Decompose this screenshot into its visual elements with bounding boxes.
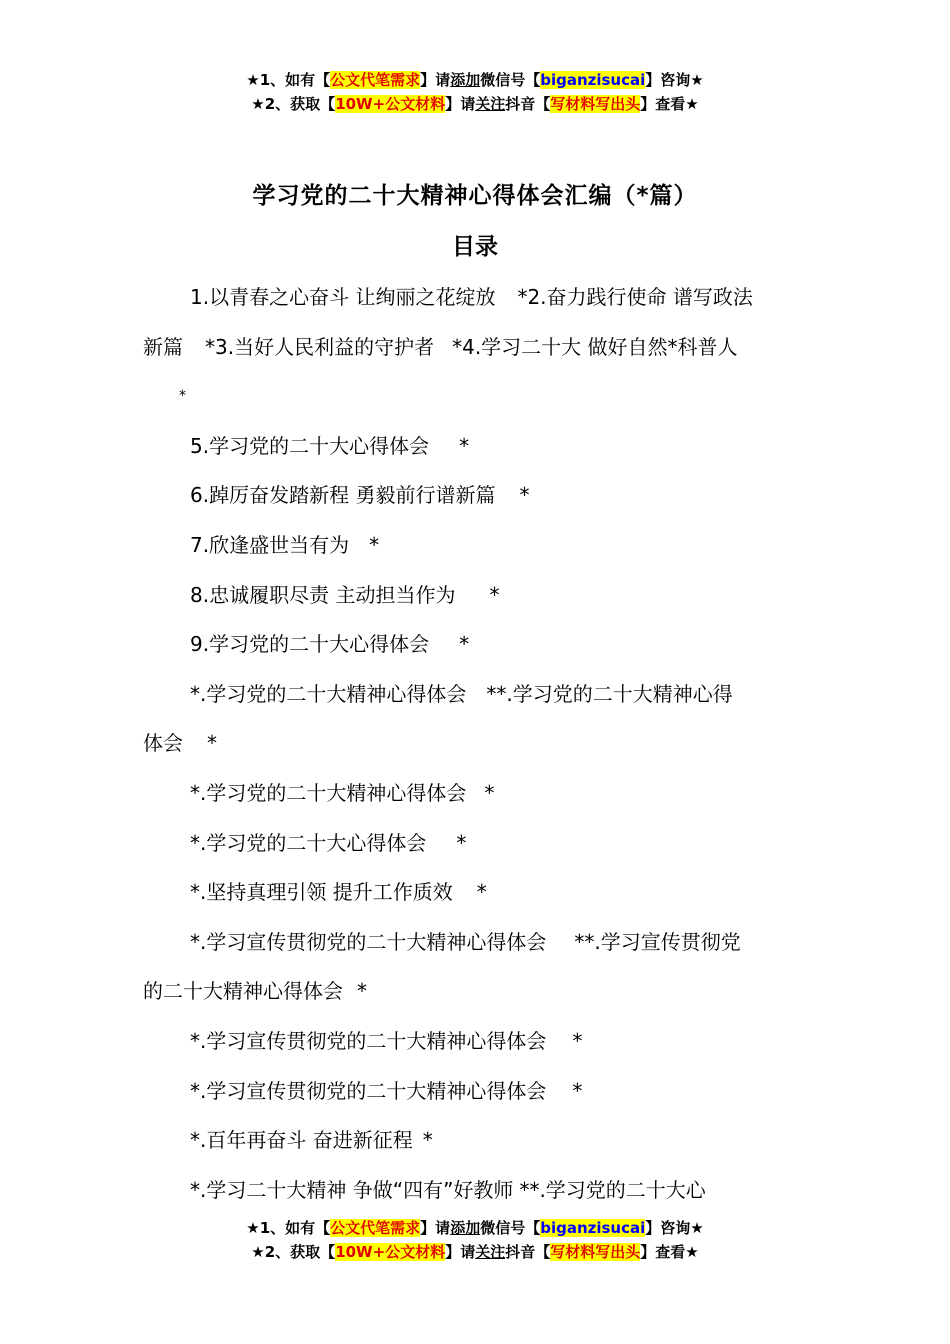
toc-line: 体会 *: [143, 731, 217, 756]
douyin-id: 写材料写出头: [550, 1243, 641, 1261]
toc-line: 6.踔厉奋发踏新程 勇毅前行谱新篇 *: [190, 483, 530, 508]
toc-line: *.坚持真理引领 提升工作质效 *: [190, 880, 487, 905]
toc-line: 9.学习党的二十大心得体会 *: [190, 632, 470, 657]
banner-line-2: ★2、获取【10W+公文材料】请关注抖音【写材料写出头】查看★: [251, 1243, 699, 1261]
document-title: 学习党的二十大精神心得体会汇编（*篇）: [252, 183, 698, 209]
toc-line: *.学习宣传贯彻党的二十大精神心得体会 *: [190, 1028, 583, 1053]
toc-line: *.学习党的二十大精神心得体会 *: [190, 780, 495, 805]
toc-line: *.学习党的二十大心得体会 *: [190, 830, 467, 855]
banner-line-2: ★2、获取【10W+公文材料】请关注抖音【写材料写出头】查看★: [251, 95, 699, 113]
douyin-id: 写材料写出头: [550, 95, 641, 113]
toc-line: 的二十大精神心得体会 *: [143, 979, 367, 1004]
wechat-id: biganzisucai: [540, 1219, 646, 1237]
toc-line: 7.欣逢盛世当有为 *: [190, 532, 380, 557]
banner-line-1: ★1、如有【公文代笔需求】请添加微信号【biganzisucai】咨询★: [246, 71, 704, 89]
toc-line: 8.忠诚履职尽责 主动担当作为 *: [190, 582, 500, 607]
footer-banner: [0, 1216, 950, 1264]
table-of-contents: [143, 273, 808, 1215]
toc-line: *.学习宣传贯彻党的二十大精神心得体会 *: [190, 1078, 583, 1103]
toc-line: 新篇 *3.当好人民利益的守护者 *4.学习二十大 做好自然*科普人: [143, 334, 738, 359]
banner-line-1: ★1、如有【公文代笔需求】请添加微信号【biganzisucai】咨询★: [246, 1219, 704, 1237]
toc-heading: 目录: [452, 234, 498, 260]
wechat-id: biganzisucai: [540, 71, 646, 89]
toc-line: *: [179, 388, 186, 405]
toc-line: *.学习宣传贯彻党的二十大精神心得体会 **.学习宣传贯彻党: [190, 929, 741, 954]
header-banner: [0, 68, 950, 116]
toc-line: *.学习二十大精神 争做“四有”好教师 **.学习党的二十大心: [190, 1177, 706, 1202]
toc-line: 1.以青春之心奋斗 让绚丽之花绽放 *2.奋力践行使命 谱写政法: [190, 285, 753, 309]
toc-line: *.百年再奋斗 奋进新征程 *: [190, 1128, 433, 1153]
toc-line: 5.学习党的二十大心得体会 *: [190, 433, 470, 458]
toc-line: *.学习党的二十大精神心得体会 **.学习党的二十大精神心得: [190, 681, 733, 706]
